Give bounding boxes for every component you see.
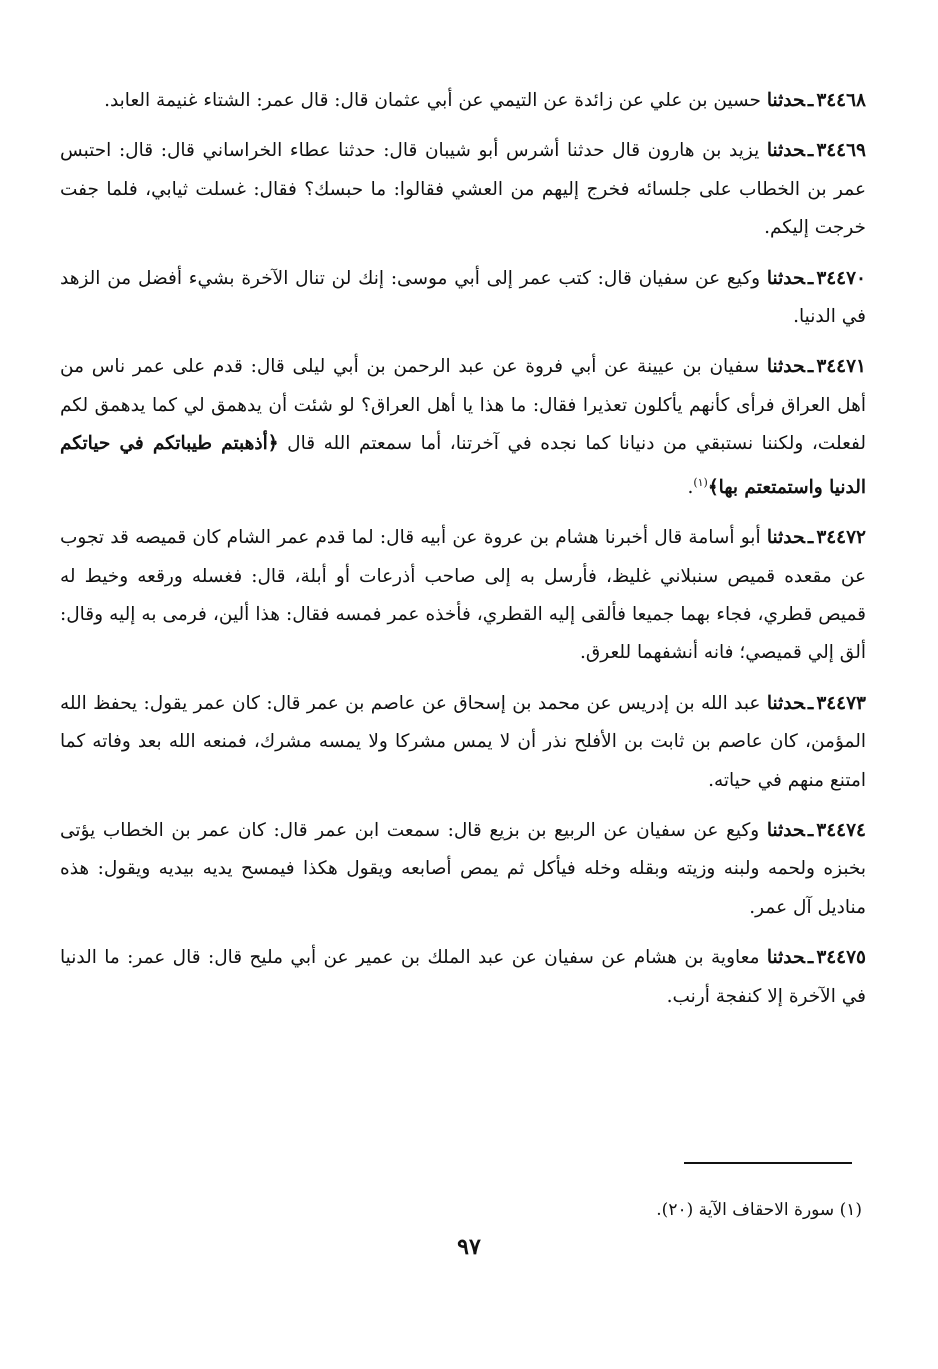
hadith-number: ٣٤٤٦٩ (816, 140, 866, 162)
hadith-number: ٣٤٤٧٠ (816, 267, 866, 289)
hadith-body: يزيد بن هارون قال حدثنا أشرس أبو شيبان قال: حدثنا عطاء الخراساني قال: قال: احتبس عمر بن الخطاب على جلسائه فخرج إليهم من العشي فقالوا: ما حبسك؟ فقال: غسلت ثيابي، فلما جفت خرجت إليكم. (60, 140, 866, 239)
hadith-paragraph-34473 (60, 685, 866, 800)
number-dash: ـ (807, 947, 814, 969)
footnote-separator (684, 1162, 852, 1164)
number-dash: ـ (807, 820, 814, 842)
narration-lead: حدثنا (766, 947, 805, 969)
hadith-paragraph-34468 (60, 82, 866, 120)
number-dash: ـ (807, 140, 814, 162)
hadith-number: ٣٤٤٧٤ (816, 820, 866, 842)
footnote-reference[interactable]: (١) (693, 475, 708, 489)
narration-lead: حدثنا (766, 692, 805, 714)
narration-lead: حدثنا (766, 90, 805, 111)
hadith-body: وكيع عن سفيان قال: كتب عمر إلى أبي موسى: إنك لن تنال الآخرة بشيء أفضل من الزهد في الدنيا. (60, 267, 866, 328)
narration-lead: حدثنا (766, 140, 805, 162)
narration-lead: حدثنا (766, 820, 805, 842)
hadith-text-block (60, 82, 866, 1028)
number-dash: ـ (807, 356, 814, 378)
hadith-number: ٣٤٤٦٨ (816, 90, 866, 111)
hadith-number: ٣٤٤٧٥ (816, 947, 866, 969)
number-dash: ـ (807, 267, 814, 289)
number-dash: ـ (807, 692, 814, 714)
hadith-body: معاوية بن هشام عن سفيان عن عبد الملك بن عمير عن أبي مليح قال: قال عمر: ما الدنيا في الآخرة إلا كنفجة أرنب. (60, 947, 866, 1007)
hadith-body: وكيع عن سفيان عن الربيع بن بزيع قال: سمعت ابن عمر قال: كان عمر بن الخطاب يؤتى بخبزه ولحمه ولبنه وزيته وبقله وخله فيأكل ثم يمص أصابعه ويقول هكذا فيمسح يديه بيديه ويقول: هذه مناديل آل عمر. (60, 820, 866, 918)
sentence-end: . (687, 476, 694, 498)
quran-quote: ﴿أذهبتم طيباتكم في حياتكم الدنيا واستمتعتم بها﴾ (60, 433, 866, 498)
page-number: ٩٧ (457, 1234, 481, 1260)
narration-lead: حدثنا (766, 356, 805, 378)
hadith-paragraph-34474 (60, 812, 866, 927)
number-dash: ـ (807, 90, 814, 111)
hadith-body: سفيان بن عيينة عن أبي فروة عن عبد الرحمن بن أبي ليلى قال: قدم على عمر ناس من أهل العراق فرأى كأنهم يأكلون تعذيرا فقال: ما هذا يا أهل العراق؟ لو شئت أن يدهمق لي كما يدهمق لكم لفعلت، ولكننا نستبقي من دنيانا كما نجده في آخرتنا، أما سمعتم الله قال (60, 356, 866, 455)
hadith-number: ٣٤٤٧٢ (816, 527, 866, 549)
hadith-body: عبد الله بن إدريس عن محمد بن إسحاق عن عاصم بن عمر قال: كان عمر يقول: يحفظ الله المؤمن، كان عاصم بن ثابت بن الأفلح نذر أن لا يمس مشركا ولا يمسه مشرك، فمنعه الله بعد وفاته كما امتنع منهم في حياته. (60, 692, 866, 791)
hadith-body: أبو أسامة قال أخبرنا هشام بن عروة عن أبيه قال: لما قدم عمر الشام كان قميصه قد تجوب عن مقعده قميص سنبلاني غليظ، فأرسل به إلى صاحب أذرعات أو أبلة، قال: فغسله ورقعه وخيط له قميص قطري، فجاء بهما جميعا فألقى إليه القطري، فأخذه عمر فمسه فقال: هذا ألين، فرمى به إليه وقال: ألق إلي قميصي؛ فانه أنشفهما للعرق. (60, 527, 866, 664)
hadith-paragraph-34472 (60, 519, 866, 673)
number-dash: ـ (807, 527, 814, 549)
hadith-body: حسين بن علي عن زائدة عن التيمي عن أبي عثمان قال: قال عمر: الشتاء غنيمة العابد. (104, 90, 761, 111)
hadith-paragraph-34470 (60, 260, 866, 337)
hadith-paragraph-34471 (60, 348, 866, 507)
hadith-number: ٣٤٤٧١ (816, 356, 866, 378)
hadith-paragraph-34469 (60, 132, 866, 247)
narration-lead: حدثنا (766, 527, 805, 549)
hadith-paragraph-34475 (60, 939, 866, 1016)
narration-lead: حدثنا (766, 267, 805, 289)
footnote: (١) سورة الاحقاف الآية (٢٠). (656, 1200, 862, 1220)
hadith-number: ٣٤٤٧٣ (816, 692, 866, 714)
